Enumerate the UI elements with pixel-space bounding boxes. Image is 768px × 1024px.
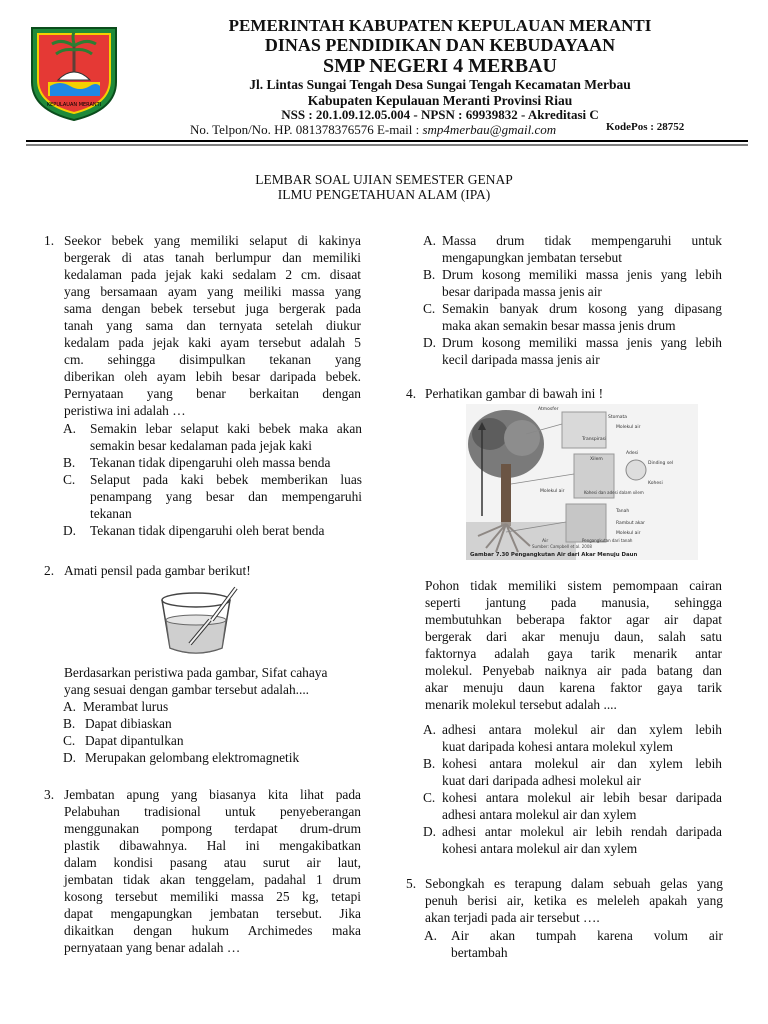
q4-line: Pohon tidak memiliki sistem pemompaan cairan [425, 578, 722, 593]
exam-title: LEMBAR SOAL UJIAN SEMESTER GENAP [255, 172, 513, 187]
header-address: Jl. Lintas Sungai Tengah Desa Sungai Tengah Kecamatan Merbau [249, 77, 631, 92]
question-2 [44, 562, 364, 772]
q5-line: Sebongkah es terapung dalam sebuah gelas yang [425, 876, 723, 891]
option-text: kuat daripada kohesi antara molekul xylem [442, 739, 673, 754]
option-letter: C. [63, 733, 76, 748]
q3-line: pernyataan yang benar adalah … [64, 940, 241, 955]
q1-line: kedalam pada jejak kaki ayam tersebut adalah 5 [64, 335, 361, 350]
option-text: bertambah [451, 945, 508, 960]
option-letter: D. [63, 750, 77, 765]
option-text: Massa drum tidak mempengaruhi untuk [442, 233, 722, 248]
q3-line: dalam kondisi pasang atau surut air laut, [64, 855, 361, 870]
q5-option-a[interactable] [424, 927, 724, 961]
header-contact [190, 122, 556, 138]
q3-line: dapat mengapungkan jembatan tersebut. Jika [64, 906, 361, 921]
option-text: Drum kosong memiliki massa jenis yang lebih [442, 267, 722, 282]
q3-option-d[interactable] [423, 334, 723, 368]
header-department: DINAS PENDIDIKAN DAN KEBUDAYAAN [264, 35, 616, 55]
option-text: besar daripada massa jenis air [442, 284, 602, 299]
q4-option-a[interactable] [423, 721, 723, 755]
figure-label: Dinding sel [648, 461, 674, 466]
question-number: 1. [44, 233, 55, 248]
q2-text: Berdasarkan peristiwa pada gambar, Sifat cahaya [64, 665, 328, 680]
q4-option-b[interactable] [423, 755, 723, 789]
q2-option-b[interactable] [63, 715, 363, 732]
option-text: mengapungkan jembatan tersebut [442, 250, 622, 265]
option-text: Semakin lebar selaput kaki bebek maka akan [90, 421, 362, 436]
header-region: Kabupaten Kepulauan Meranti Provinsi Riau [307, 93, 573, 108]
option-letter: B. [63, 455, 76, 470]
q4-text [425, 577, 722, 713]
q3-option-b[interactable] [423, 266, 723, 300]
option-text: Semakin banyak drum kosong yang dipasang [442, 301, 722, 316]
option-text: adhesi antara molekul air dan xylem [442, 807, 637, 822]
q1-line: yang bersamaan ayam yang meiliki massa yang [64, 284, 361, 299]
water-transport-figure [466, 404, 698, 560]
header-identifiers: NSS : 20.1.09.12.05.004 - NPSN : 69939832 - Akreditasi C [281, 107, 599, 122]
q1-option-c[interactable] [63, 471, 363, 522]
q1-line: bergerak di atas tanah berlumpur dan memiliki [64, 250, 361, 265]
header-postal-code: KodePos : 28752 [606, 121, 685, 133]
option-letter: A. [63, 699, 77, 714]
q3-line: dikaitkan dengan hukum Archimedes maka [64, 923, 361, 938]
option-letter: D. [63, 523, 77, 538]
header-email[interactable]: smp4merbau@gmail.com [422, 122, 557, 137]
figure-label: Molekul air [616, 531, 641, 536]
figure-label: Rambut akar [616, 521, 645, 526]
figure-label: Adesi [626, 451, 639, 456]
option-letter: D. [423, 335, 437, 350]
q1-line: sama dengan bebek tersebut juga bergerak pada [64, 301, 361, 316]
q4-line: molekul. Penyebab naiknya air pada batang dan [425, 663, 722, 678]
figure-label: Molekul air [540, 489, 565, 494]
option-letter: B. [63, 716, 76, 731]
option-text: Merupakan gelombang elektromagnetik [85, 750, 300, 765]
figure-label: Tanah [616, 509, 630, 514]
q1-line: tanah yang sama dan ternyata setelah diukur [64, 318, 361, 333]
q4-prompt: Perhatikan gambar di bawah ini ! [425, 386, 604, 401]
option-letter: A. [423, 233, 437, 248]
figure-label: Molekul air [616, 425, 641, 430]
q1-option-a[interactable] [63, 420, 363, 454]
q3-line: kosong tersebut memiliki massa 25 kg, tetapi [64, 889, 361, 904]
option-letter: A. [424, 928, 438, 943]
q1-line: peristiwa ini adalah … [64, 403, 186, 418]
option-text: Dapat dibiaskan [85, 716, 172, 731]
figure-source: Sumber: Campbell et al. 2008 [532, 544, 592, 549]
question-number: 3. [44, 787, 55, 802]
option-text: Air akan tumpah karena volum air [451, 928, 723, 943]
question-number: 4. [406, 386, 417, 401]
option-letter: C. [63, 472, 76, 487]
q3-line: plastik dibawahnya. Hal ini mengakibatkan [64, 838, 361, 853]
figure-caption: Gambar 7.30 Pengangkutan Air dari Akar Menuju Daun [470, 552, 638, 558]
q2-prompt: Amati pensil pada gambar berikut! [64, 563, 251, 578]
option-text: Tekanan tidak dipengaruhi oleh massa benda [90, 455, 331, 470]
option-text: Selaput pada kaki bebek memberikan luas [90, 472, 362, 487]
q1-line: diberikan oleh ayam lebih besar daripada bebek. [64, 369, 361, 384]
q4-line: bergerak dari akar menuju daun, salah satu [425, 629, 722, 644]
q2-option-c[interactable] [63, 732, 363, 749]
exam-subject: ILMU PENGETAHUAN ALAM (IPA) [277, 187, 491, 202]
option-letter: A. [423, 722, 437, 737]
option-text: kohesi antara molekul air dan xylem [442, 841, 638, 856]
figure-label: Air [542, 539, 549, 544]
q1-line: kedalaman pada jejak kaki sedalam 2 cm. disaat [64, 267, 361, 282]
figure-label: Transpirasi [582, 437, 607, 442]
q4-line: faktornya adalah gaya tarik menarik antar [425, 646, 722, 661]
question-number: 5. [406, 876, 417, 891]
option-text: adhesi antara molekul air dan xylem lebih [442, 722, 722, 737]
option-text: maka akan semakin besar massa jenis drum [442, 318, 676, 333]
option-text: Tekanan tidak dipengaruhi oleh berat benda [90, 523, 325, 538]
option-text: kuat dari daripada adhesi molekul air [442, 773, 641, 788]
regency-logo [28, 22, 120, 122]
q1-line: Pernyataan yang benar berkaitan dengan [64, 386, 361, 401]
q2-option-d[interactable] [63, 749, 363, 766]
q4-line: menarik molekul tersebut adalah .... [425, 697, 617, 712]
header-phone: No. Telpon/No. HP. 081378376576 E-mail : [190, 122, 423, 137]
option-text: adhesi antar molekul air lebih rendah daripada [442, 824, 722, 839]
figure-label: Pengangkutan dari tanah [582, 538, 633, 543]
option-text: semakin besar kedalaman pada jejak kaki [90, 438, 312, 453]
option-letter: D. [423, 824, 437, 839]
q3-option-c[interactable] [423, 300, 723, 334]
option-text: Merambat lurus [83, 699, 169, 714]
q4-line: akar menuju daun karena faktor gaya tarik [425, 680, 722, 695]
pencil-in-glass-image [156, 586, 246, 662]
q1-line: Seekor bebek yang memiliki selaput di kakinya [64, 233, 361, 248]
q4-options [423, 721, 723, 857]
q1-line: cm. sehingga disimpulkan tekanan yang [64, 352, 361, 367]
q2-option-a[interactable] [63, 698, 363, 715]
q4-line: membutuhkan beberapa faktor agar air dapat [425, 612, 722, 627]
figure-label: Atmosfer [538, 407, 559, 412]
q3-option-a[interactable] [423, 232, 723, 266]
q5-line: akan terjadi pada air tersebut …. [425, 910, 600, 925]
q3-line: menggunakan pompong terdapat drum-drum [64, 821, 361, 836]
option-text: penampang yang besar dan mempengaruhi [90, 489, 362, 504]
option-text: Dapat dipantulkan [85, 733, 184, 748]
figure-label: Xilem [590, 457, 603, 462]
option-letter: B. [423, 756, 436, 771]
option-letter: C. [423, 301, 436, 316]
q1-option-b[interactable] [63, 454, 363, 471]
option-letter: B. [423, 267, 436, 282]
q4-line: seperti jantung pada manusia, sehingga [425, 595, 722, 610]
figure-label: Kohesi [648, 481, 663, 486]
option-text: kohesi antara molekul air dan xylem lebih [442, 756, 722, 771]
q3-line: Pelabuhan tradisional untuk penyeberangan [64, 804, 361, 819]
q3-line: jembatan tidak akan tenggelam, padahal 1 drum [64, 872, 361, 887]
q3-options [423, 232, 723, 368]
q4-option-d[interactable] [423, 823, 723, 857]
q1-option-d[interactable] [63, 522, 363, 539]
svg-text:KEPULAUAN MERANTI: KEPULAUAN MERANTI [46, 102, 102, 108]
header-government: PEMERINTAH KABUPATEN KEPULAUAN MERANTI [228, 16, 652, 35]
option-text: Drum kosong memiliki massa jenis yang lebih [442, 335, 722, 350]
q3-line: Jembatan apung yang biasanya kita lihat pada [64, 787, 361, 802]
question-number: 2. [44, 563, 55, 578]
header-divider [26, 140, 748, 146]
q2-text: yang sesuai dengan gambar tersebut adalah.... [64, 682, 310, 697]
option-letter: A. [63, 421, 77, 436]
q4-option-c[interactable] [423, 789, 723, 823]
q5-line: penuh berisi air, ketika es meleleh apakah yang [425, 893, 723, 908]
header-school-name: SMP NEGERI 4 MERBAU [323, 55, 557, 77]
figure-label: Stomata [608, 415, 628, 420]
figure-label: Kohesi dan adesi dalam xilem [584, 490, 644, 495]
option-text: kohesi antara molekul air lebih besar daripada [442, 790, 722, 805]
option-letter: C. [423, 790, 436, 805]
option-text: kecil daripada massa jenis air [442, 352, 600, 367]
option-text: tekanan [90, 506, 132, 521]
